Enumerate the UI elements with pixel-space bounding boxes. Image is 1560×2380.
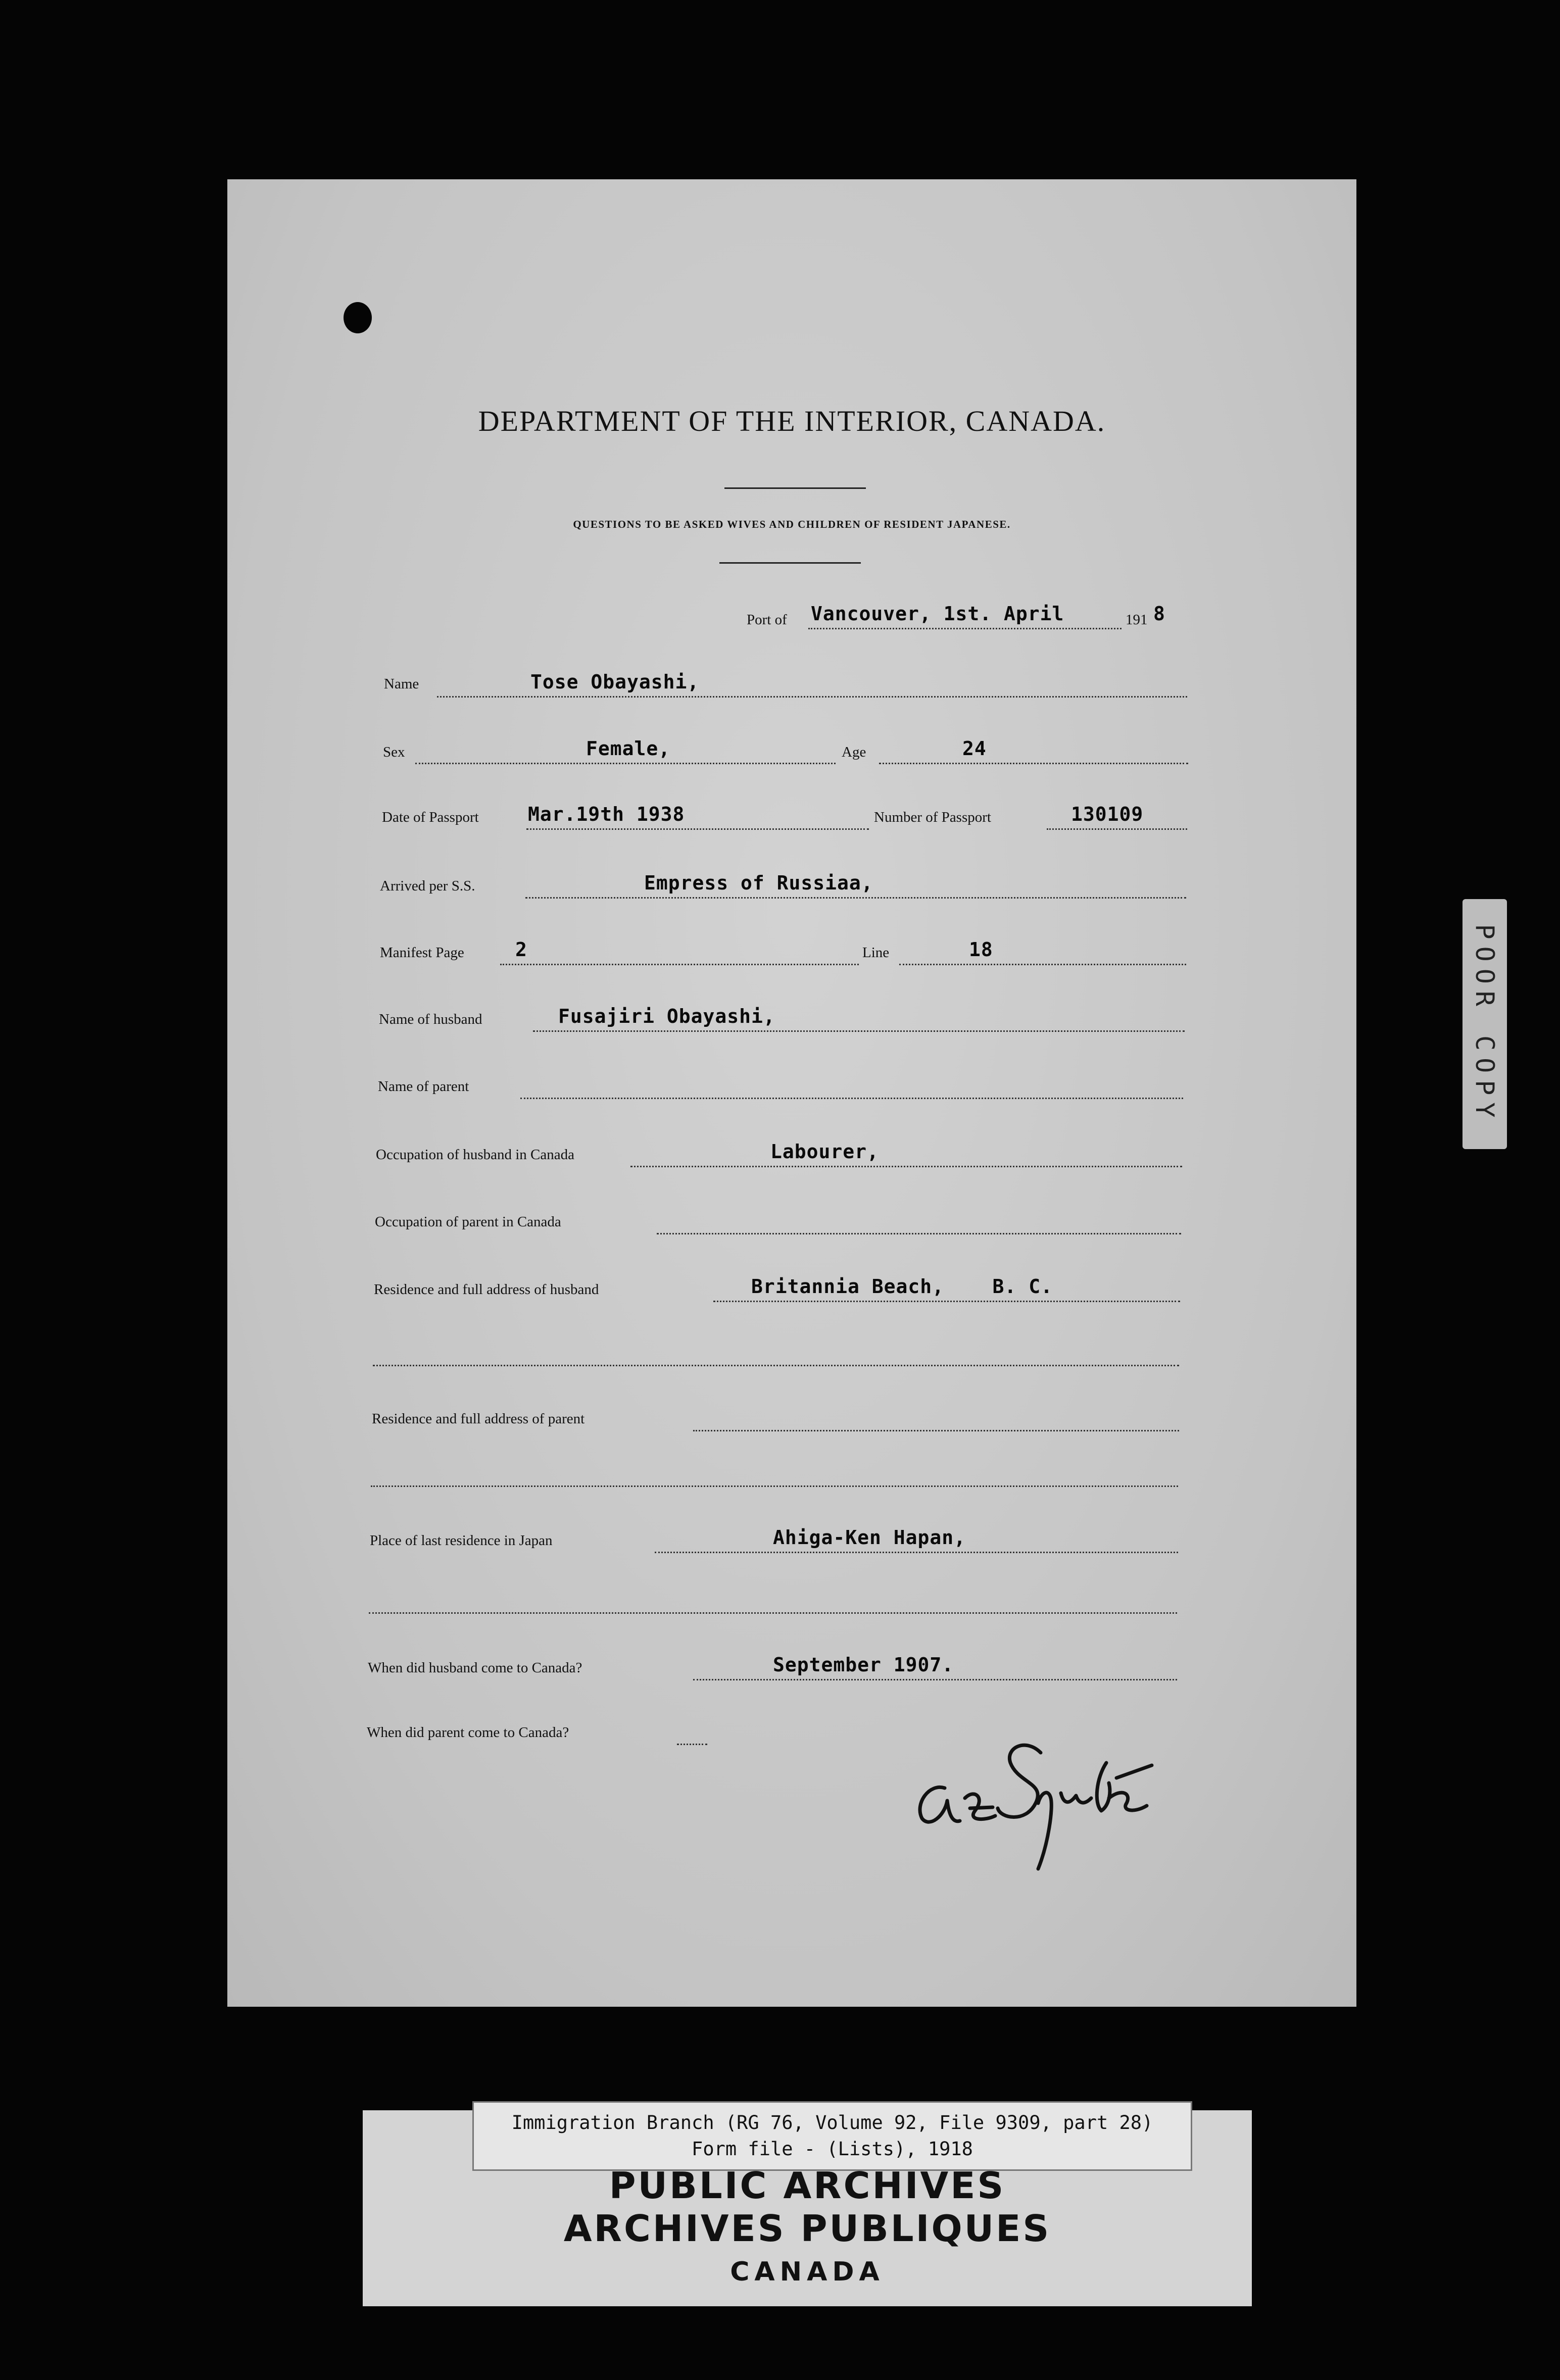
res-parent-dots — [693, 1430, 1179, 1431]
name-label: Name — [384, 676, 419, 692]
line-label: Line — [862, 945, 890, 961]
parent-came-label: When did parent come to Canada? — [367, 1724, 569, 1741]
form-subtitle: QUESTIONS TO BE ASKED WIVES AND CHILDREN OF RESIDENT JAPANESE. — [573, 518, 1011, 530]
heading-rule — [724, 487, 866, 489]
res-husband-dots-2 — [373, 1365, 1179, 1366]
passport-number-dots — [1047, 828, 1187, 830]
res-husband-value: Britannia Beach, B. C. — [751, 1275, 1053, 1298]
passport-date-label: Date of Passport — [382, 809, 479, 825]
port-label: Port of — [747, 612, 787, 628]
age-value: 24 — [962, 737, 987, 760]
manifest-label: Manifest Page — [380, 945, 464, 961]
husband-came-dots — [693, 1679, 1177, 1680]
arrived-dots — [525, 897, 1186, 899]
subtitle-rule — [719, 562, 861, 564]
occ-husband-value: Labourer, — [770, 1141, 879, 1163]
passport-number-label: Number of Passport — [874, 809, 991, 825]
husband-value: Fusajiri Obayashi, — [558, 1005, 775, 1027]
occ-parent-label: Occupation of parent in Canada — [375, 1214, 561, 1230]
manifest-value: 2 — [515, 938, 527, 961]
last-res-value: Ahiga-Ken Hapan, — [773, 1526, 966, 1549]
res-husband-dots — [713, 1301, 1180, 1302]
poor-copy-tag — [1462, 899, 1507, 1149]
archive-ref-line-2: Form file - (Lists), 1918 — [692, 2138, 973, 2160]
manifest-dots — [500, 964, 859, 965]
line-dots — [899, 964, 1186, 965]
sex-dots — [415, 763, 836, 764]
res-husband-label: Residence and full address of husband — [374, 1281, 599, 1298]
sex-label: Sex — [383, 744, 405, 760]
parent-came-dots — [677, 1744, 707, 1745]
port-dots — [808, 628, 1122, 629]
last-res-dots-2 — [369, 1612, 1177, 1614]
husband-dots — [533, 1030, 1185, 1032]
passport-number-value: 130109 — [1071, 803, 1144, 825]
name-value: Tose Obayashi, — [530, 671, 700, 693]
age-dots — [879, 763, 1188, 764]
punch-hole — [344, 302, 372, 333]
year-typed: 8 — [1153, 603, 1165, 625]
sex-value: Female, — [586, 737, 671, 760]
department-heading: DEPARTMENT OF THE INTERIOR, CANADA. — [478, 405, 1106, 437]
arrived-label: Arrived per S.S. — [380, 878, 475, 894]
archive-ref-line-1: Immigration Branch (RG 76, Volume 92, File 9309, part 28) — [511, 2112, 1153, 2134]
age-label: Age — [842, 744, 866, 760]
port-value: Vancouver, 1st. April — [811, 603, 1064, 625]
arrived-value: Empress of Russiaa, — [644, 872, 873, 894]
occ-husband-dots — [630, 1166, 1182, 1167]
line-value: 18 — [969, 938, 993, 961]
archive-line-3: CANADA — [730, 2257, 885, 2287]
signature — [909, 1717, 1192, 1884]
last-res-label: Place of last residence in Japan — [370, 1532, 553, 1549]
name-dots — [437, 696, 1187, 698]
archive-line-2: ARCHIVES PUBLIQUES — [563, 2207, 1051, 2250]
parent-dots — [520, 1098, 1183, 1099]
passport-date-value: Mar.19th 1938 — [528, 803, 685, 825]
husband-came-label: When did husband come to Canada? — [368, 1660, 582, 1676]
occ-parent-dots — [657, 1233, 1181, 1234]
archive-reference-label — [472, 2101, 1192, 2171]
res-parent-dots-2 — [371, 1485, 1178, 1487]
poor-copy-text: POOR COPY — [1470, 924, 1499, 1124]
occ-husband-label: Occupation of husband in Canada — [376, 1147, 575, 1163]
res-parent-label: Residence and full address of parent — [372, 1411, 585, 1427]
year-printed: 191 — [1126, 612, 1148, 628]
archive-line-1: PUBLIC ARCHIVES — [609, 2164, 1006, 2207]
husband-came-value: September 1907. — [773, 1654, 954, 1676]
husband-label: Name of husband — [379, 1011, 482, 1027]
parent-label: Name of parent — [378, 1078, 469, 1095]
last-res-dots — [655, 1552, 1178, 1553]
passport-date-dots — [526, 828, 869, 830]
